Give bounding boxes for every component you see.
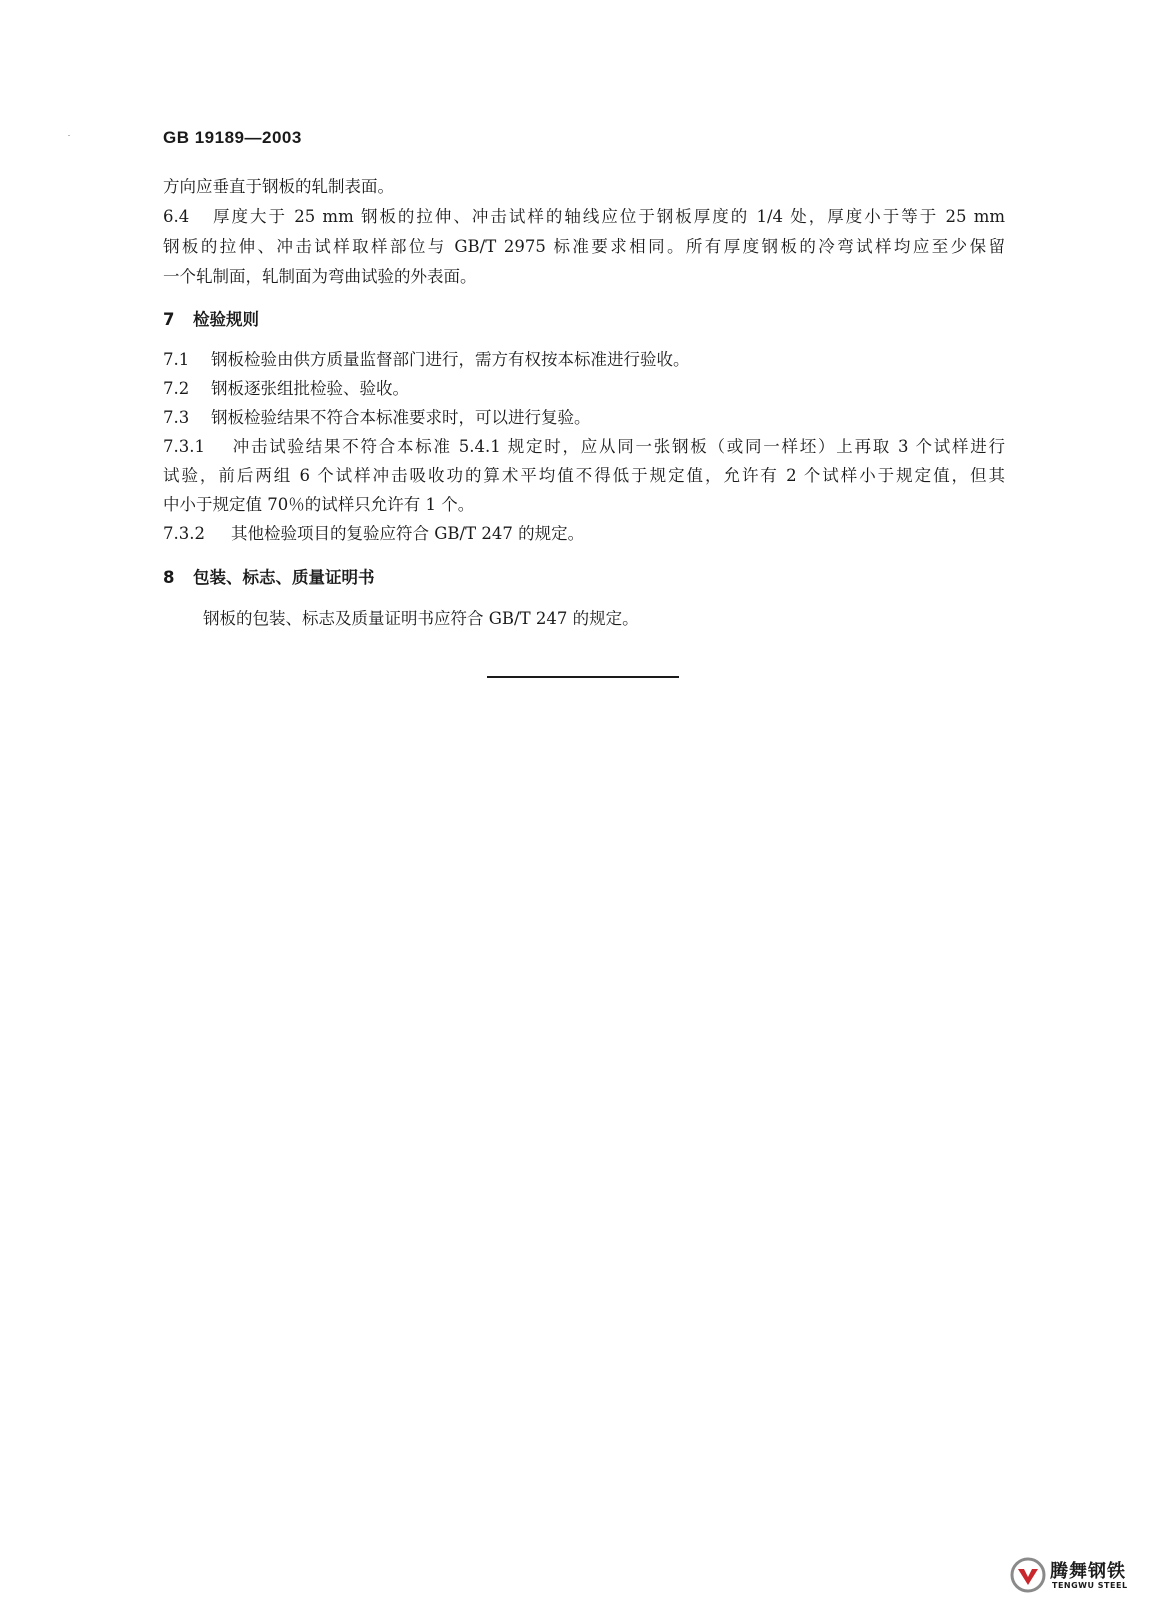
clause-7-3-1-number: 7.3.1 xyxy=(163,437,205,456)
section-8-body: 钢板的包装、标志及质量证明书应符合 GB/T 247 的规定。 xyxy=(203,609,639,628)
tengwu-logo-icon xyxy=(1010,1557,1046,1593)
clause-7-3-1-line-3: 中小于规定值 70％的试样只允许有 1 个。 xyxy=(163,495,475,514)
clause-7-1-text: 钢板检验由供方质量监督部门进行，需方有权按本标准进行验收。 xyxy=(211,350,690,369)
clause-6-4-line-3: 一个轧制面，轧制面为弯曲试验的外表面。 xyxy=(163,267,477,286)
standard-code: GB 19189—2003 xyxy=(163,128,302,147)
section-7-heading xyxy=(163,305,1005,335)
clause-7-1 xyxy=(163,345,1005,375)
clause-7-3-2-text: 其他检验项目的复验应符合 GB/T 247 的规定。 xyxy=(231,524,585,543)
continuation-line: 方向应垂直于钢板的轧制表面。 xyxy=(163,177,394,196)
tengwu-steel-logo xyxy=(1010,1555,1140,1595)
clause-6-4-line-2: 钢板的拉伸、冲击试样取样部位与 GB/T 2975 标准要求相同。所有厚度钢板的冷弯试样均应至少保留 xyxy=(163,237,1005,256)
clause-7-3 xyxy=(163,403,1005,433)
clause-7-3-1-line-1 xyxy=(163,432,1005,462)
section-8-heading xyxy=(163,563,1005,593)
clause-7-3-2 xyxy=(163,519,1005,549)
clause-7-1-number: 7.1 xyxy=(163,350,190,369)
clause-7-3-text: 钢板检验结果不符合本标准要求时，可以进行复验。 xyxy=(211,408,591,427)
clause-7-3-2-number: 7.3.2 xyxy=(163,524,205,543)
section-8-number: 8 xyxy=(163,568,175,587)
clause-7-2-number: 7.2 xyxy=(163,379,190,398)
clause-7-2 xyxy=(163,374,1005,404)
scan-speck xyxy=(68,135,70,136)
clause-6-4-text-1: 厚度大于 25 mm 钢板的拉伸、冲击试样的轴线应位于钢板厚度的 1/4 处，厚度小于等于 25 mm xyxy=(211,207,1005,226)
clause-6-4-number: 6.4 xyxy=(163,207,190,226)
section-7-number: 7 xyxy=(163,310,175,329)
clause-7-3-number: 7.3 xyxy=(163,408,190,427)
section-8-title: 包装、标志、质量证明书 xyxy=(193,568,375,587)
logo-name-cn: 腾舞钢铁 xyxy=(1050,1561,1126,1582)
section-7-title: 检验规则 xyxy=(193,310,259,329)
logo-name-en: TENGWU STEEL xyxy=(1052,1581,1128,1590)
end-rule xyxy=(487,676,679,678)
clause-7-3-1-text-1: 冲击试验结果不符合本标准 5.4.1 规定时，应从同一张钢板（或同一样坯）上再取 3 个试样进行 xyxy=(231,437,1005,456)
clause-6-4-line-1 xyxy=(163,202,1005,232)
clause-7-3-1-line-2: 试验，前后两组 6 个试样冲击吸收功的算术平均值不得低于规定值，允许有 2 个试样小于规定值，但其 xyxy=(163,466,1005,485)
clause-7-2-text: 钢板逐张组批检验、验收。 xyxy=(211,379,409,398)
